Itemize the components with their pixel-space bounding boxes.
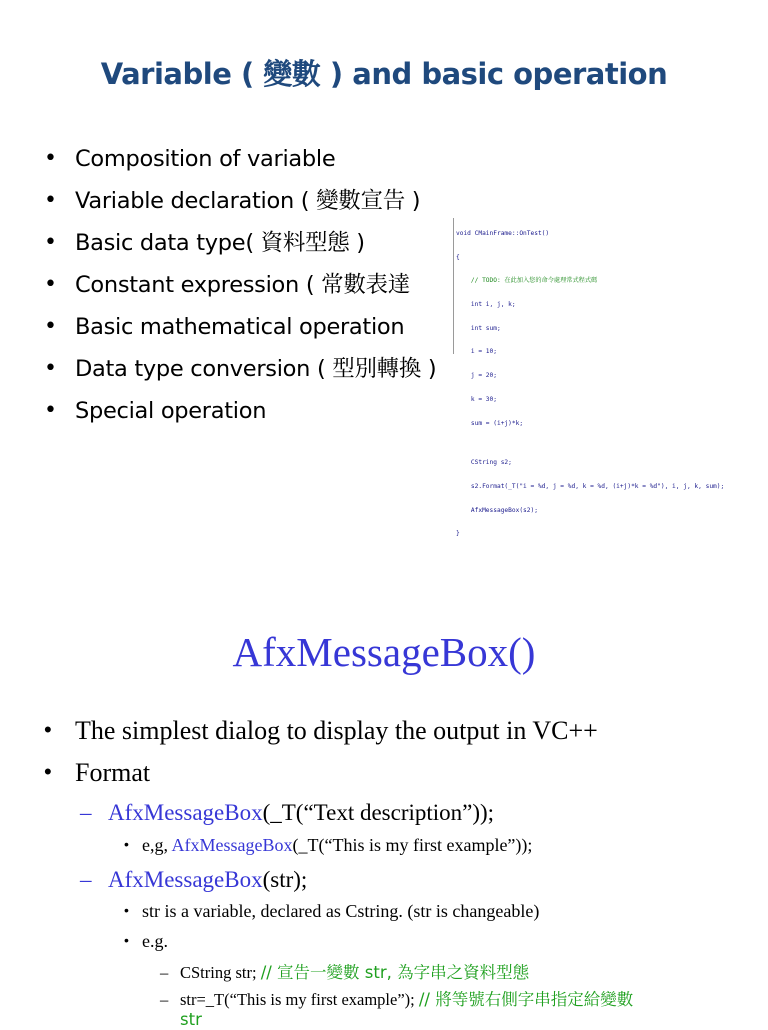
code-gutter (453, 218, 454, 354)
list-item-text: Basic data type( 資料型態 ) (75, 230, 365, 256)
code-text: CString str; (180, 963, 261, 982)
code-line: { (456, 253, 460, 261)
code-comment: // 將等號右側字串指定給變數 (418, 990, 634, 1009)
list-item-text: Basic mathematical operation (75, 314, 405, 340)
code-line: sum = (i+j)*k; (456, 419, 524, 427)
code-line: j = 20; (456, 372, 497, 380)
topic-list (44, 142, 436, 436)
eg-label (124, 931, 168, 952)
code-line: i = 10; (456, 348, 497, 356)
bullet-icon: • (44, 717, 52, 742)
list-item-text: Composition of variable (75, 146, 336, 172)
dash-icon: – (80, 867, 92, 892)
example-prefix: e,g, (142, 835, 172, 855)
code-comment: // 宣告一變數 str, 為字串之資料型態 (260, 963, 530, 982)
str-description (124, 901, 539, 922)
bullet-icon: • (44, 759, 52, 784)
code-line: s2.Format(_T("i = %d, j = %d, k = %d, (i+j)*k = %d"), i, j, k, sum); (456, 482, 725, 490)
function-args: (_T(“This is my first example”)); (292, 835, 533, 855)
code-example-cstring (160, 959, 529, 983)
code-line: int i, j, k; (456, 300, 516, 308)
bullet-icon: • (124, 932, 129, 948)
bullet-icon: • (124, 836, 129, 852)
code-comment: str (180, 1010, 202, 1029)
example-first (124, 835, 532, 856)
code-line: } (456, 530, 460, 538)
bullet-icon: • (44, 272, 57, 297)
bullet-icon: • (44, 398, 57, 423)
format-text-description (80, 800, 494, 826)
list-item (44, 352, 436, 394)
bullet-icon: • (44, 188, 57, 213)
bullet-icon: • (44, 146, 57, 171)
bullet-icon: • (44, 230, 57, 255)
code-example-assign (160, 986, 633, 1010)
bullet-simplest-dialog (44, 716, 598, 746)
bullet-icon: • (44, 314, 57, 339)
function-name: AfxMessageBox (171, 835, 293, 855)
list-item (44, 268, 436, 310)
bullet-icon: • (44, 356, 57, 381)
code-comment-line: // TODO: 在此加入您的命令處理常式程式碼 (456, 277, 598, 285)
code-line: int sum; (456, 324, 501, 332)
code-lines (456, 214, 724, 554)
list-item-text: Constant expression ( 常數表達 (75, 272, 410, 298)
list-item (44, 310, 436, 352)
code-line: void CMainFrame::OnTest() (456, 229, 550, 237)
list-item-text: Variable declaration ( 變數宣告 ) (75, 188, 421, 214)
bullet-icon: • (124, 902, 129, 918)
code-line: CString s2; (456, 459, 512, 467)
list-item (44, 226, 436, 268)
dash-icon: – (80, 800, 92, 825)
function-args: (_T(“Text description”)); (262, 800, 495, 825)
list-item (44, 394, 436, 436)
format-str (80, 867, 307, 893)
code-text: str=_T(“This is my first example”); (180, 990, 419, 1009)
function-name: AfxMessageBox (108, 800, 263, 825)
list-item-text: Data type conversion ( 型別轉換 ) (75, 356, 437, 382)
code-example-assign-wrap (180, 1010, 202, 1030)
bullet-text: str is a variable, declared as Cstring. (str is changeable) (142, 901, 540, 921)
slide-title: Variable ( 變數 ) and basic operation (100, 57, 668, 91)
list-item (44, 142, 436, 184)
bullet-text: Format (75, 758, 151, 787)
list-item (44, 184, 436, 226)
bullet-text: e.g. (142, 931, 168, 951)
dash-icon: – (160, 990, 169, 1009)
code-line: k = 30; (456, 395, 497, 403)
code-screenshot (451, 214, 760, 538)
function-args: (str); (262, 867, 308, 892)
list-item-text: Special operation (75, 398, 267, 424)
bullet-format (44, 758, 150, 788)
code-line: AfxMessageBox(s2); (456, 506, 538, 514)
function-name: AfxMessageBox (108, 867, 263, 892)
slide-title-afxmessagebox: AfxMessageBox() (232, 629, 536, 675)
dash-icon: – (160, 963, 169, 982)
bullet-text: The simplest dialog to display the output in VC++ (75, 716, 598, 745)
